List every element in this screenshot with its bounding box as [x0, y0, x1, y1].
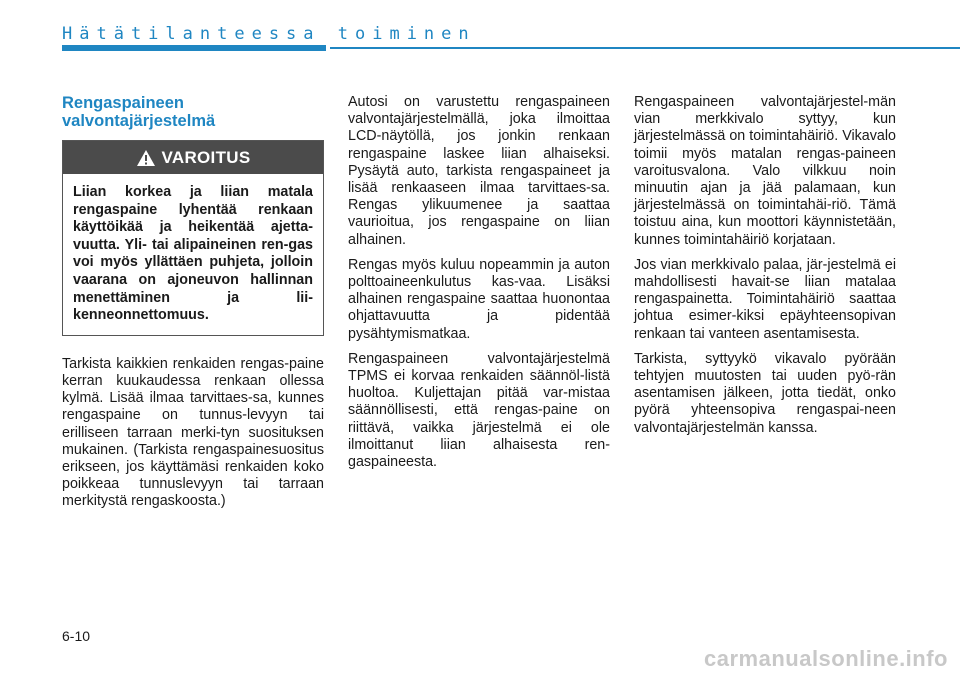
page-number: 6-10	[62, 628, 91, 644]
header-rule-thick	[62, 45, 326, 51]
warning-label: VAROITUS	[161, 147, 251, 167]
paragraph: Rengas myös kuluu nopeammin ja auton polttoaineenkulutus kas-vaa. Lisäksi alhainen rengaspaine saattaa huonontaa ohjattavuutta ja pidentää pysähtymismatkaa.	[348, 256, 610, 342]
page-header-title: Hätätilanteessa toiminen	[62, 24, 476, 44]
warning-text: Liian korkea ja liian matala rengaspaine lyhentää renkaan käyttöikää ja heikentää ajetta-vuutta. Yli- tai alipaineinen ren-gas voi myös yllättäen puhjeta, jolloin vaarana on ajoneuvon hallinnan menettäminen ja lii-kenneonnettomuus.	[73, 184, 313, 324]
paragraph: Rengaspaineen valvontajärjestelmä TPMS ei korvaa renkaiden säännöl-listä huoltoa. Kuljettajan pitää var-mistaa säännöllisesti, että rengas-paine on riittävä, vaikka järjestelmä ei ole ilmoittanut liian alhaisesta ren-gaspaineesta.	[348, 350, 610, 471]
section-title	[62, 94, 324, 130]
paragraph: Jos vian merkkivalo palaa, jär-jestelmä ei mahdollisesti havait-se liian matalaa rengaspainetta. Toimintahäiriö saattaa johtua esimer-kiksi epäyhteensopivan renkaan tai vanteen asentamisesta.	[634, 256, 896, 342]
column-1	[62, 94, 324, 519]
warning-triangle-icon	[136, 149, 156, 167]
column-2	[348, 94, 610, 479]
paragraph: Autosi on varustettu rengaspaineen valvontajärjestelmällä, joka ilmoittaa LCD-näytöllä, jos jonkin renkaan rengaspaine laskee liian alhaiseksi. Pysäytä auto, tarkista rengaspaineet ja lisää renkaaseen ilmaa tarvittaes-sa. Rengas ylikuumenee ja saattaa vaurioitua, jos rengaspaine on liian alhainen.	[348, 94, 610, 248]
paragraph: Tarkista kaikkien renkaiden rengas-paine kerran kuukaudessa renkaan ollessa kylmä. Lisää ilmaa tarvittaes-sa, kunnes rengaspaine on tunnus-levyyn tai erilliseen tarraan merki-tyn suosituksen mukainen. (Tarkista rengaspainesuositus erikseen, jos käyttämäsi renkaiden koko poikkeaa tunnuslevyyn tai tarraan merkitystä rengaskoosta.)	[62, 355, 324, 510]
warning-box	[62, 140, 324, 336]
watermark: carmanualsonline.info	[704, 646, 948, 671]
paragraph: Tarkista, syttyykö vikavalo pyörään tehtyjen muutosten tai uuden pyö-rän asentamisen jälkeen, jotta tiedät, onko pyörä yhteensopiva rengaspai-neen valvontajärjestelmän kanssa.	[634, 350, 896, 436]
section-title-text: Rengaspaineen valvontajärjestelmä	[62, 94, 216, 130]
header-rule-thin	[330, 47, 960, 49]
paragraph: Rengaspaineen valvontajärjestel-män vian merkkivalo syttyy, kun järjestelmässä on toimintahäiriö. Vikavalo toimii myös matalan rengas-paineen varoitusvalona. Valo vilkkuu noin minuutin ajan ja jää palamaan, kun järjestelmässä on toimintahäi-riö. Tämä toistuu aina, kun moottori käynnistetään, kunnes toimintahäiriö korjataan.	[634, 94, 896, 248]
column-3	[634, 94, 896, 445]
warning-header	[63, 141, 323, 174]
